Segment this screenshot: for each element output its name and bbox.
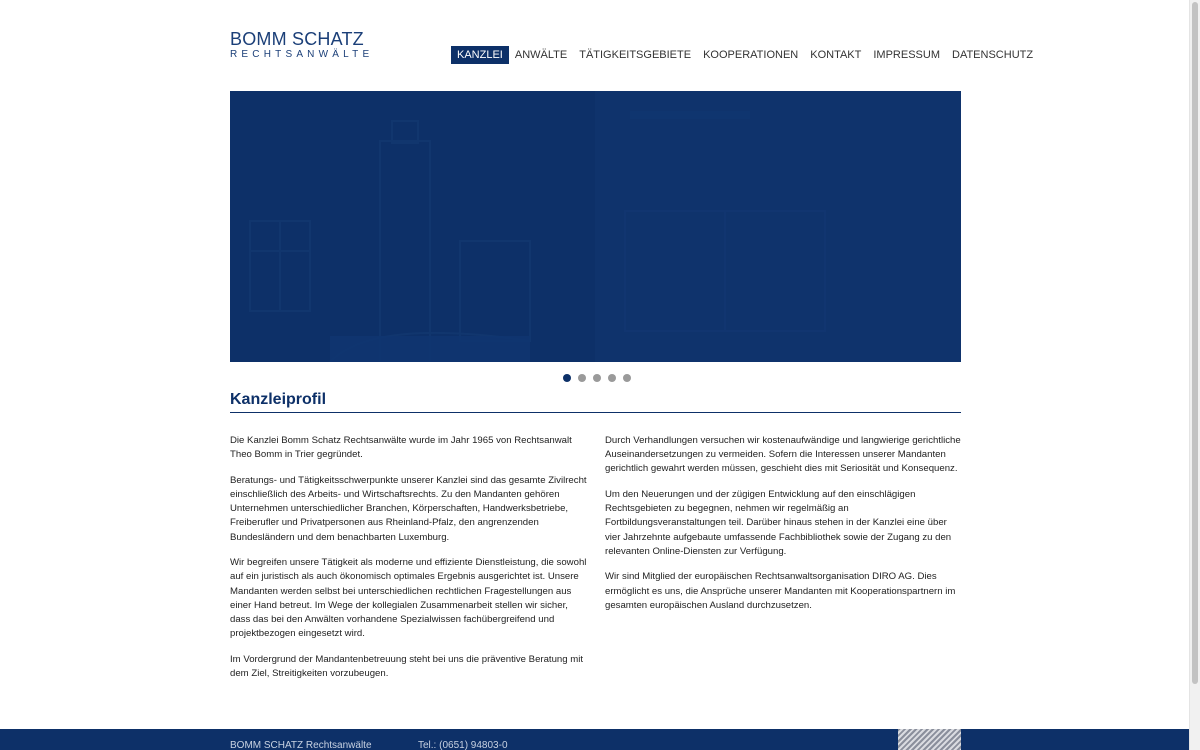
- paragraph: Wir begreifen unsere Tätigkeit als moderne und effiziente Dienstleistung, die sowohl auf ein juristisch als auch ökonomisch optimales Ergebnis ausgerichtet ist. Unsere Mandanten werden selbst bei unterschiedlichen rechtlichen Fragestellungen aus einer Hand betreut. Im Wege der kollegialen Zusammenarbeit stellen wir sicher, dass das bei den Anwälten vorhandene Spezialwissen fachübergreifend und projektbezogen eingesetzt wird.: [230, 557, 587, 640]
- section-title: Kanzleiprofil: [230, 390, 961, 413]
- content-column-left: [230, 434, 587, 693]
- slider-dot-4[interactable]: [608, 374, 616, 382]
- nav-item-anwaelte[interactable]: ANWÄLTE: [514, 49, 568, 61]
- paragraph: Beratungs- und Tätigkeitsschwerpunkte unserer Kanzlei sind das gesamte Zivilrecht einschließlich des Arbeits- und Wirtschaftsrechts. Zu den Mandanten gehören Unternehmen unterschiedlicher Branchen, Körperschaften, Handwerksbetriebe, Freiberufler und Privatpersonen aus Rheinland-Pfalz, den angrenzenden Bundesländern und dem benachbarten Luxemburg.: [230, 474, 587, 543]
- slider-dot-1[interactable]: [563, 374, 571, 382]
- scrollbar-thumb[interactable]: [1192, 2, 1198, 684]
- paragraph: Wir sind Mitglied der europäischen Rechtsanwaltsorganisation DIRO AG. Dies ermöglicht es uns, die Ansprüche unserer Mandanten mit Kooperationspartnern im gesamten europäischen Ausland durchzusetzen.: [605, 571, 956, 611]
- slider-dot-2[interactable]: [578, 374, 586, 382]
- slider-dot-3[interactable]: [593, 374, 601, 382]
- main-nav: [451, 46, 1039, 64]
- hero-slide-image: [230, 91, 961, 362]
- footer-image: [898, 729, 961, 750]
- paragraph: Um den Neuerungen und der zügigen Entwicklung auf den einschlägigen Rechtsgebieten zu begegnen, nehmen wir regelmäßig an Fortbildungsveranstaltungen teil. Darüber hinaus stehen in der Kanzlei eine über vier Jahrzehnte aufgebaute umfassende Fachbibliothek sowie der Zugang zu den relevanten Online-Diensten zur Verfügung.: [605, 489, 952, 557]
- site-logo[interactable]: [230, 30, 373, 61]
- footer-phone[interactable]: Tel.: (0651) 94803-0: [418, 740, 508, 750]
- logo-name: BOMM SCHATZ: [230, 29, 364, 49]
- site-footer: [0, 729, 1189, 750]
- paragraph: Durch Verhandlungen versuchen wir kostenaufwändige und langwierige gerichtliche Auseinandersetzungen zu vermeiden. Sofern die Interessen unserer Mandanten gerichtlich gewahrt werden müssen, geschieht dies mit Seriosität und Konsequenz.: [605, 435, 961, 475]
- nav-item-kontakt[interactable]: KONTAKT: [810, 49, 862, 61]
- slider-pagination: [563, 374, 631, 382]
- logo-subtitle: RECHTSANWÄLTE: [230, 49, 374, 60]
- nav-item-taetigkeitsgebiete[interactable]: TÄTIGKEITSGEBIETE: [579, 49, 692, 61]
- hero-slider[interactable]: [230, 91, 961, 362]
- nav-item-datenschutz[interactable]: DATENSCHUTZ: [952, 49, 1034, 61]
- paragraph: Im Vordergrund der Mandantenbetreuung steht bei uns die präventive Beratung mit dem Ziel, Streitigkeiten vorzubeugen.: [230, 653, 584, 680]
- content-column-right: [605, 434, 962, 624]
- nav-item-kanzlei[interactable]: KANZLEI: [451, 46, 509, 64]
- nav-item-kooperationen[interactable]: KOOPERATIONEN: [703, 49, 799, 61]
- page-scrollbar[interactable]: [1189, 0, 1200, 750]
- footer-company-name: BOMM SCHATZ Rechtsanwälte: [230, 740, 372, 750]
- slider-dot-5[interactable]: [623, 374, 631, 382]
- paragraph: Die Kanzlei Bomm Schatz Rechtsanwälte wurde im Jahr 1965 von Rechtsanwalt Theo Bomm in Trier gegründet.: [230, 435, 572, 461]
- nav-item-impressum[interactable]: IMPRESSUM: [873, 49, 940, 61]
